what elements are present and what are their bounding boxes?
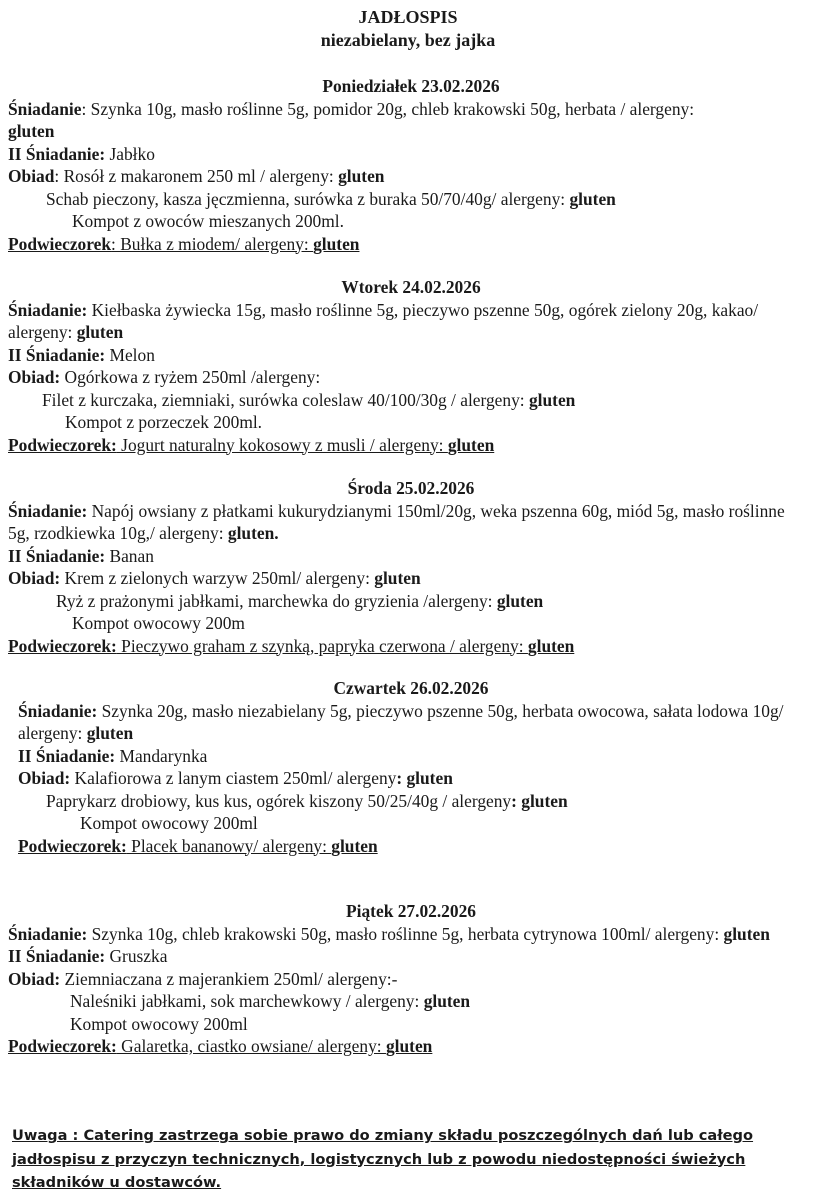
second-breakfast-line (0, 745, 816, 768)
day-heading: Wtorek 24.02.2026 (341, 277, 481, 297)
lunch-text: Ziemniaczana z majerankiem 250ml/ alergeny:- (60, 968, 398, 989)
lunch-label: Obiad: (8, 367, 61, 387)
lunch-text: Ogórkowa z ryżem 250ml /alergeny: (60, 367, 321, 387)
breakfast-label: Śniadanie: (18, 700, 98, 721)
lunch-line (0, 968, 816, 991)
main-course-text: Naleśniki jabłkami, sok marchewkowy / alergeny: (70, 991, 424, 1011)
lunch-allergen: gluten (338, 166, 385, 186)
drink-line: Kompot owocowy 200ml (70, 1013, 248, 1034)
lunch-text: Kalafiorowa z lanym ciastem 250ml/ alergeny (70, 768, 397, 788)
second-breakfast-label: II Śniadanie: (8, 545, 106, 566)
second-breakfast-text: Gruszka (105, 946, 168, 966)
main-course-text: Schab pieczony, kasza jęczmienna, surówka z buraka 50/70/40g/ alergeny: (46, 188, 570, 209)
snack-allergen: gluten (313, 233, 360, 254)
day-heading: Środa 25.02.2026 (347, 478, 475, 498)
breakfast-text: Kiełbaska żywiecka 15g, masło roślinne 5g, pieczywo pszenne 50g, ogórek zielony 20g, kakao/ alergeny: (8, 299, 759, 342)
second-breakfast-label: II Śniadanie: (8, 143, 106, 164)
breakfast-label: Śniadanie: (8, 299, 88, 320)
lunch-line (0, 567, 816, 590)
breakfast-allergen: gluten (76, 322, 124, 342)
day-section-monday (0, 75, 816, 255)
breakfast-line (0, 923, 808, 946)
lunch-allergen: gluten (374, 568, 421, 588)
breakfast-text: Napój owsiany z płatkami kukurydzianymi 150ml/20g, weka pszenna 60g, miód 5g, masło roślinne 5g, rzodkiewka 10g,/ alergeny: (8, 500, 785, 543)
snack-line (0, 233, 816, 256)
snack-text: Galaretka, ciastko owsiane/ alergeny: (116, 1036, 386, 1056)
snack-label: Podwieczorek (8, 233, 112, 254)
lunch-text: : Rosół z makaronem 250 ml / alergeny: (54, 166, 339, 186)
lunch-label: Obiad: (8, 968, 61, 989)
drink-line: Kompot z porzeczek 200ml. (65, 412, 263, 432)
day-heading: Czwartek 26.02.2026 (333, 678, 489, 698)
breakfast-allergen: gluten (8, 121, 55, 141)
day-section-tuesday (0, 276, 816, 456)
drink-line: Kompot owocowy 200ml (80, 813, 258, 833)
catering-notice: Uwaga : Catering zastrzega sobie prawo do zmiany składu poszczególnych dań lub całego jadłospisu z przyczyn technicznych, logistycznych lub z powodu niedostępności świeżych składników u dostawców. (12, 1127, 754, 1191)
second-breakfast-line (0, 344, 816, 367)
breakfast-text: : Szynka 10g, masło roślinne 5g, pomidor 20g, chleb krakowski 50g, herbata / alergeny: (81, 98, 695, 119)
lunch-allergen: : gluten (396, 768, 453, 788)
menu-title: JADŁOSPIS (358, 7, 458, 27)
snack-label: Podwieczorek: (8, 434, 117, 455)
snack-label: Podwieczorek: (18, 835, 127, 856)
breakfast-line (0, 500, 808, 545)
main-course-allergen: gluten (528, 389, 576, 410)
main-course-line (0, 389, 816, 412)
snack-allergen: gluten (331, 835, 378, 856)
breakfast-line (0, 700, 798, 745)
breakfast-line (0, 98, 816, 143)
snack-label: Podwieczorek: (8, 1036, 117, 1056)
snack-text: Pieczywo graham z szynką, papryka czerwona / alergeny: (116, 635, 528, 656)
drink-line: Kompot owocowy 200m (72, 613, 245, 633)
snack-allergen: gluten (527, 635, 575, 656)
lunch-label: Obiad: (8, 568, 61, 588)
second-breakfast-line (0, 945, 816, 968)
breakfast-label: Śniadanie: (8, 923, 88, 944)
day-section-thursday (0, 677, 816, 857)
drink-line: Kompot z owoców mieszanych 200ml. (72, 211, 344, 231)
lunch-label: Obiad: (18, 768, 71, 788)
main-course-line (0, 990, 816, 1013)
main-course-allergen: gluten (423, 991, 471, 1011)
lunch-line (0, 767, 816, 790)
main-course-line (0, 188, 816, 211)
snack-line (0, 635, 816, 658)
breakfast-text: Szynka 10g, chleb krakowski 50g, masło roślinne 5g, herbata cytrynowa 100ml/ alergeny: (87, 923, 724, 944)
snack-allergen: gluten (385, 1036, 433, 1056)
second-breakfast-label: II Śniadanie: (8, 344, 106, 365)
breakfast-allergen: gluten (723, 923, 770, 944)
snack-line (0, 1035, 816, 1058)
breakfast-allergen: gluten. (227, 523, 279, 543)
breakfast-text: Szynka 20g, masło niezabielany 5g, pieczywo pszenne 50g, herbata owocowa, sałata lodowa 10g/ alergeny: (18, 700, 784, 743)
second-breakfast-text: Melon (105, 344, 155, 365)
snack-text: : Bułka z miodem/ alergeny: (111, 233, 314, 254)
snack-text: Placek bananowy/ alergeny: (126, 835, 332, 856)
breakfast-label: Śniadanie: (8, 500, 88, 521)
snack-text: Jogurt naturalny kokosowy z musli / alergeny: (116, 434, 448, 455)
day-section-wednesday (0, 477, 816, 657)
breakfast-allergen: gluten (86, 723, 134, 743)
main-course-allergen: : gluten (511, 790, 568, 811)
lunch-text: Krem z zielonych warzyw 250ml/ alergeny: (60, 568, 375, 588)
second-breakfast-text: Mandarynka (115, 745, 208, 766)
snack-line (0, 434, 816, 457)
lunch-label: Obiad (8, 166, 55, 186)
second-breakfast-label: II Śniadanie: (8, 946, 106, 966)
second-breakfast-text: Banan (105, 545, 154, 566)
day-section-friday (0, 900, 816, 1058)
breakfast-label: Śniadanie (8, 98, 82, 119)
main-course-line (0, 590, 816, 613)
lunch-line (0, 366, 816, 389)
main-course-allergen: gluten (569, 188, 616, 209)
day-heading: Poniedziałek 23.02.2026 (322, 76, 500, 96)
main-course-text: Paprykarz drobiowy, kus kus, ogórek kiszony 50/25/40g / alergeny (46, 790, 512, 811)
menu-header (0, 6, 816, 52)
snack-label: Podwieczorek: (8, 635, 117, 656)
second-breakfast-line (0, 545, 816, 568)
main-course-allergen: gluten (496, 590, 544, 611)
second-breakfast-label: II Śniadanie: (18, 745, 116, 766)
main-course-text: Ryż z prażonymi jabłkami, marchewka do gryzienia /alergeny: (56, 590, 497, 611)
second-breakfast-line (0, 143, 816, 166)
menu-subtitle: niezabielany, bez jajka (320, 30, 496, 50)
day-heading: Piątek 27.02.2026 (346, 901, 476, 921)
breakfast-line (0, 299, 798, 344)
main-course-line (0, 790, 816, 813)
lunch-line (0, 165, 816, 188)
snack-line (0, 835, 816, 858)
snack-allergen: gluten (447, 434, 495, 455)
main-course-text: Filet z kurczaka, ziemniaki, surówka coleslaw 40/100/30g / alergeny: (42, 389, 529, 410)
second-breakfast-text: Jabłko (105, 143, 155, 164)
